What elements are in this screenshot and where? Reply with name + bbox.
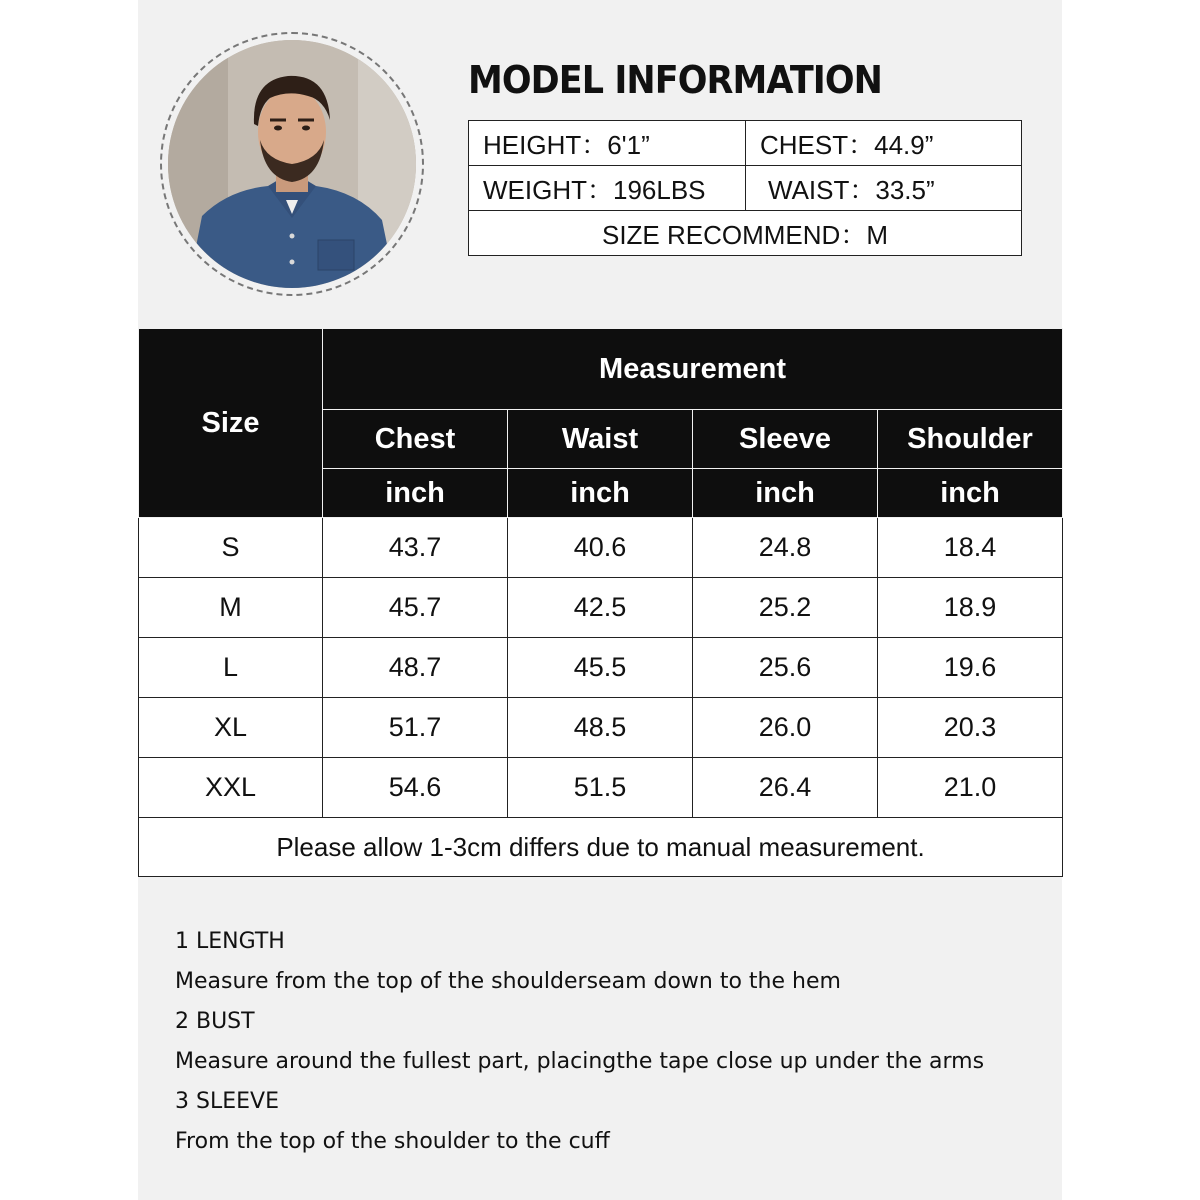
model-waist: WAIST：33.5”: [746, 166, 1022, 211]
waist-cell: 48.5: [508, 698, 693, 758]
column-header-shoulder: Shoulder: [878, 410, 1063, 469]
sleeve-cell: 25.6: [693, 638, 878, 698]
model-photo: [168, 40, 416, 288]
instruction-heading: 3 SLEEVE: [175, 1089, 279, 1114]
column-header-sleeve: Sleeve: [693, 410, 878, 469]
sleeve-cell: 25.2: [693, 578, 878, 638]
sleeve-cell: 26.0: [693, 698, 878, 758]
chest-cell: 51.7: [323, 698, 508, 758]
instruction-text: Measure from the top of the shoulderseam down to the hem: [175, 969, 841, 994]
instruction-heading: 1 LENGTH: [175, 929, 285, 954]
table-row: [139, 578, 1063, 638]
measurement-note: Please allow 1-3cm differs due to manual measurement.: [139, 818, 1063, 877]
chest-cell: 45.7: [323, 578, 508, 638]
measuring-instructions: [175, 922, 984, 1162]
model-chest: CHEST：44.9”: [746, 121, 1022, 166]
model-illustration: [168, 40, 416, 288]
model-info-table: [468, 120, 1022, 256]
model-size-recommend: SIZE RECOMMEND：M: [469, 211, 1022, 256]
waist-cell: 51.5: [508, 758, 693, 818]
waist-cell: 42.5: [508, 578, 693, 638]
size-header: Size: [139, 329, 323, 518]
unit-chest: inch: [323, 469, 508, 518]
shoulder-cell: 18.4: [878, 518, 1063, 578]
measurement-header: Measurement: [323, 329, 1063, 410]
shoulder-cell: 21.0: [878, 758, 1063, 818]
chest-cell: 48.7: [323, 638, 508, 698]
size-cell: XXL: [139, 758, 323, 818]
table-row: [139, 638, 1063, 698]
shoulder-cell: 20.3: [878, 698, 1063, 758]
unit-shoulder: inch: [878, 469, 1063, 518]
model-height: HEIGHT：6'1”: [469, 121, 746, 166]
instruction-text: From the top of the shoulder to the cuff: [175, 1129, 610, 1154]
table-row: [139, 758, 1063, 818]
unit-waist: inch: [508, 469, 693, 518]
model-weight: WEIGHT：196LBS: [469, 166, 746, 211]
waist-cell: 40.6: [508, 518, 693, 578]
instruction-text: Measure around the fullest part, placingthe tape close up under the arms: [175, 1049, 985, 1074]
sleeve-cell: 26.4: [693, 758, 878, 818]
instruction-heading: 2 BUST: [175, 1009, 255, 1034]
size-chart-table: [138, 328, 1063, 877]
column-header-chest: Chest: [323, 410, 508, 469]
waist-cell: 45.5: [508, 638, 693, 698]
table-row: [139, 698, 1063, 758]
shoulder-cell: 18.9: [878, 578, 1063, 638]
size-cell: L: [139, 638, 323, 698]
chest-cell: 54.6: [323, 758, 508, 818]
sleeve-cell: 24.8: [693, 518, 878, 578]
size-cell: M: [139, 578, 323, 638]
chest-cell: 43.7: [323, 518, 508, 578]
shoulder-cell: 19.6: [878, 638, 1063, 698]
unit-sleeve: inch: [693, 469, 878, 518]
model-info-title: MODEL INFORMATION: [468, 58, 882, 102]
table-row: [139, 518, 1063, 578]
column-header-waist: Waist: [508, 410, 693, 469]
size-cell: XL: [139, 698, 323, 758]
size-cell: S: [139, 518, 323, 578]
